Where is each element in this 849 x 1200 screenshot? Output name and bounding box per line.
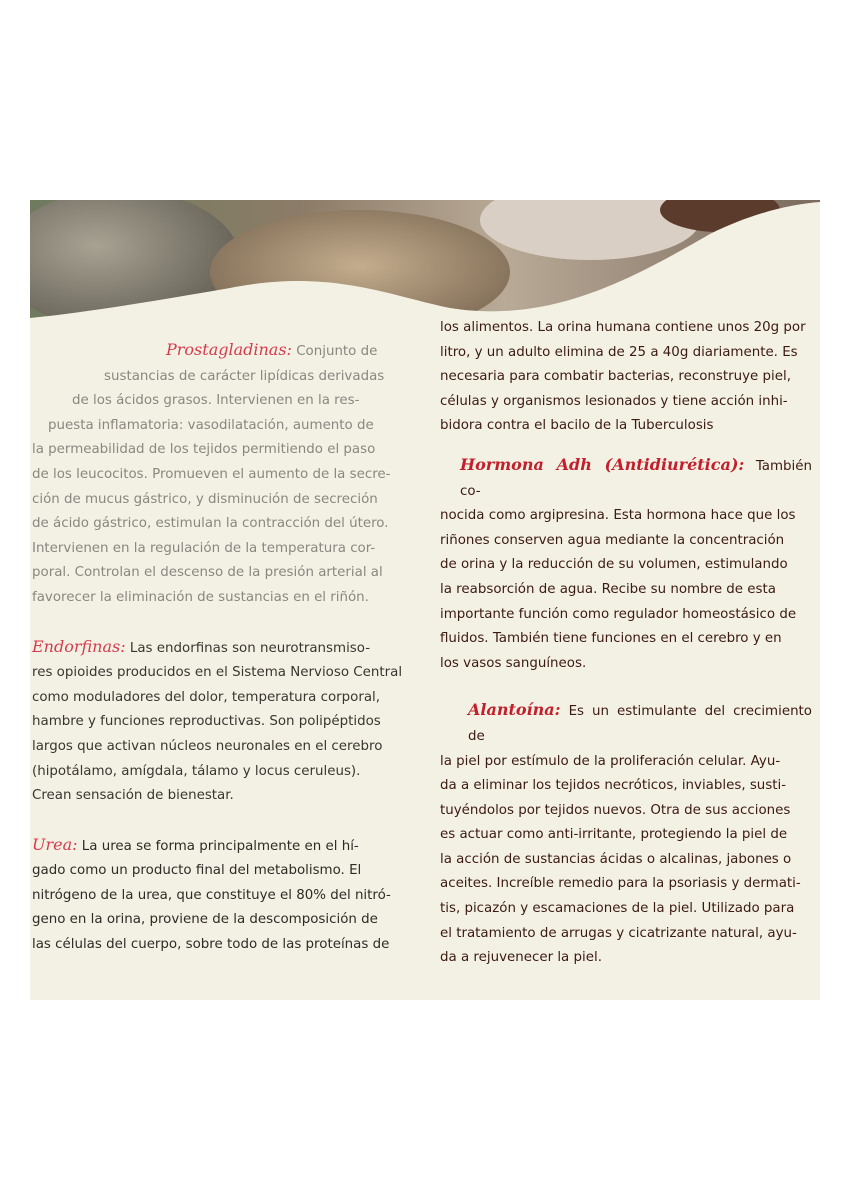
text-line: La urea se forma principalmente en el hí-	[81, 838, 359, 854]
text-line: gado como un producto final del metabolismo. El	[32, 863, 362, 879]
text-line: largos que activan núcleos neuronales en el cerebro	[32, 738, 383, 754]
text-line: aceites. Increíble remedio para la psoriasis y dermati-	[440, 876, 801, 892]
text-line: las células del cuerpo, sobre todo de las proteínas de	[32, 937, 390, 953]
right-column	[440, 316, 812, 971]
text-line: como moduladores del dolor, temperatura corporal,	[32, 689, 381, 705]
text-line: (hipotálamo, amígdala, tálamo y locus ceruleus).	[32, 763, 361, 779]
text-line: la permeabilidad de los tejidos permitiendo el paso	[32, 442, 376, 458]
text-line: También co-	[460, 458, 812, 499]
text-line: Intervienen en la regulación de la temperatura cor-	[32, 540, 376, 556]
text-line: puesta inflamatoria: vasodilatación, aumento de	[48, 417, 374, 433]
term-hormona-adh: Hormona Adh (Antidiurética):	[460, 454, 745, 474]
entry-endorfinas	[32, 635, 418, 809]
text-line: el tratamiento de arrugas y cicatrizante natural, ayu-	[440, 925, 797, 941]
entry-urea	[32, 833, 418, 958]
text-line: Conjunto de	[296, 344, 378, 359]
text-line: de ácido gástrico, estimulan la contracción del útero.	[32, 516, 389, 532]
text-line: da a rejuvenecer la piel.	[440, 950, 602, 966]
text-line: ción de mucus gástrico, y disminución de secreción	[32, 491, 378, 507]
text-line: res opioides producidos en el Sistema Nervioso Central	[32, 665, 403, 681]
text-line: importante función como regulador homeostásico de	[440, 606, 797, 622]
text-line: los vasos sanguíneos.	[440, 655, 587, 671]
text-line: necesaria para combatir bacterias, reconstruye piel,	[440, 369, 791, 385]
text-line: geno en la orina, proviene de la descomposición de	[32, 912, 378, 928]
text-line: tuyéndolos por tejidos nuevos. Otra de sus acciones	[440, 802, 791, 818]
text-line: es actuar como anti-irritante, protegiendo la piel de	[440, 827, 788, 843]
text-line: de orina y la reducción de su volumen, estimulando	[440, 557, 788, 573]
text-line: de los leucocitos. Promueven el aumento de la secre-	[32, 466, 391, 482]
text-line: Crean sensación de bienestar.	[32, 788, 234, 804]
term-urea: Urea:	[32, 834, 78, 854]
text-line: la acción de sustancias ácidas o alcalinas, jabones o	[440, 851, 792, 867]
text-line: favorecer la eliminación de sustancias en el riñón.	[32, 589, 369, 605]
text-line: tis, picazón y escamaciones de la piel. Utilizado para	[440, 901, 795, 917]
scanned-page	[30, 200, 820, 1000]
entry-prostaglandinas-body	[32, 365, 418, 611]
text-line: de los ácidos grasos. Intervienen en la res-	[72, 393, 360, 409]
text-line: nitrógeno de la urea, que constituye el 80% del nitró-	[32, 887, 391, 903]
text-line: la reabsorción de agua. Recibe su nombre de esta	[440, 581, 776, 597]
text-line: los alimentos. La orina humana contiene unos 20g por	[440, 320, 806, 335]
text-line: hambre y funciones reproductivas. Son polipéptidos	[32, 714, 381, 730]
term-prostaglandinas: Prostagladinas:	[166, 340, 292, 359]
text-line: riñones conserven agua mediante la concentración	[440, 532, 785, 548]
entry-prostaglandinas	[32, 338, 418, 365]
term-alantoina: Alantoína:	[468, 700, 561, 720]
entry-hormona-adh	[440, 453, 812, 676]
text-line: nocida como argipresina. Esta hormona hace que los	[440, 508, 796, 524]
text-line: litro, y un adulto elimina de 25 a 40g diariamente. Es	[440, 344, 798, 360]
text-line: la piel por estímulo de la proliferación celular. Ayu-	[440, 753, 781, 769]
text-line: Las endorfinas son neurotransmiso-	[129, 640, 371, 656]
text-line: células y organismos lesionados y tiene acción inhi-	[440, 393, 788, 409]
text-line: fluidos. También tiene funciones en el cerebro y en	[440, 631, 782, 647]
entry-urea-continued	[440, 316, 812, 439]
text-line: sustancias de carácter lipídicas derivadas	[104, 368, 385, 384]
term-endorfinas: Endorfinas:	[32, 636, 126, 656]
text-line: poral. Controlan el descenso de la presión arterial al	[32, 565, 383, 581]
left-column	[32, 338, 418, 958]
entry-alantoina	[440, 698, 812, 971]
text-line: Es un estimulante del crecimiento de	[468, 704, 812, 744]
text-line: da a eliminar los tejidos necróticos, inviables, susti-	[440, 778, 787, 794]
text-line: bidora contra el bacilo de la Tuberculosis	[440, 418, 714, 434]
